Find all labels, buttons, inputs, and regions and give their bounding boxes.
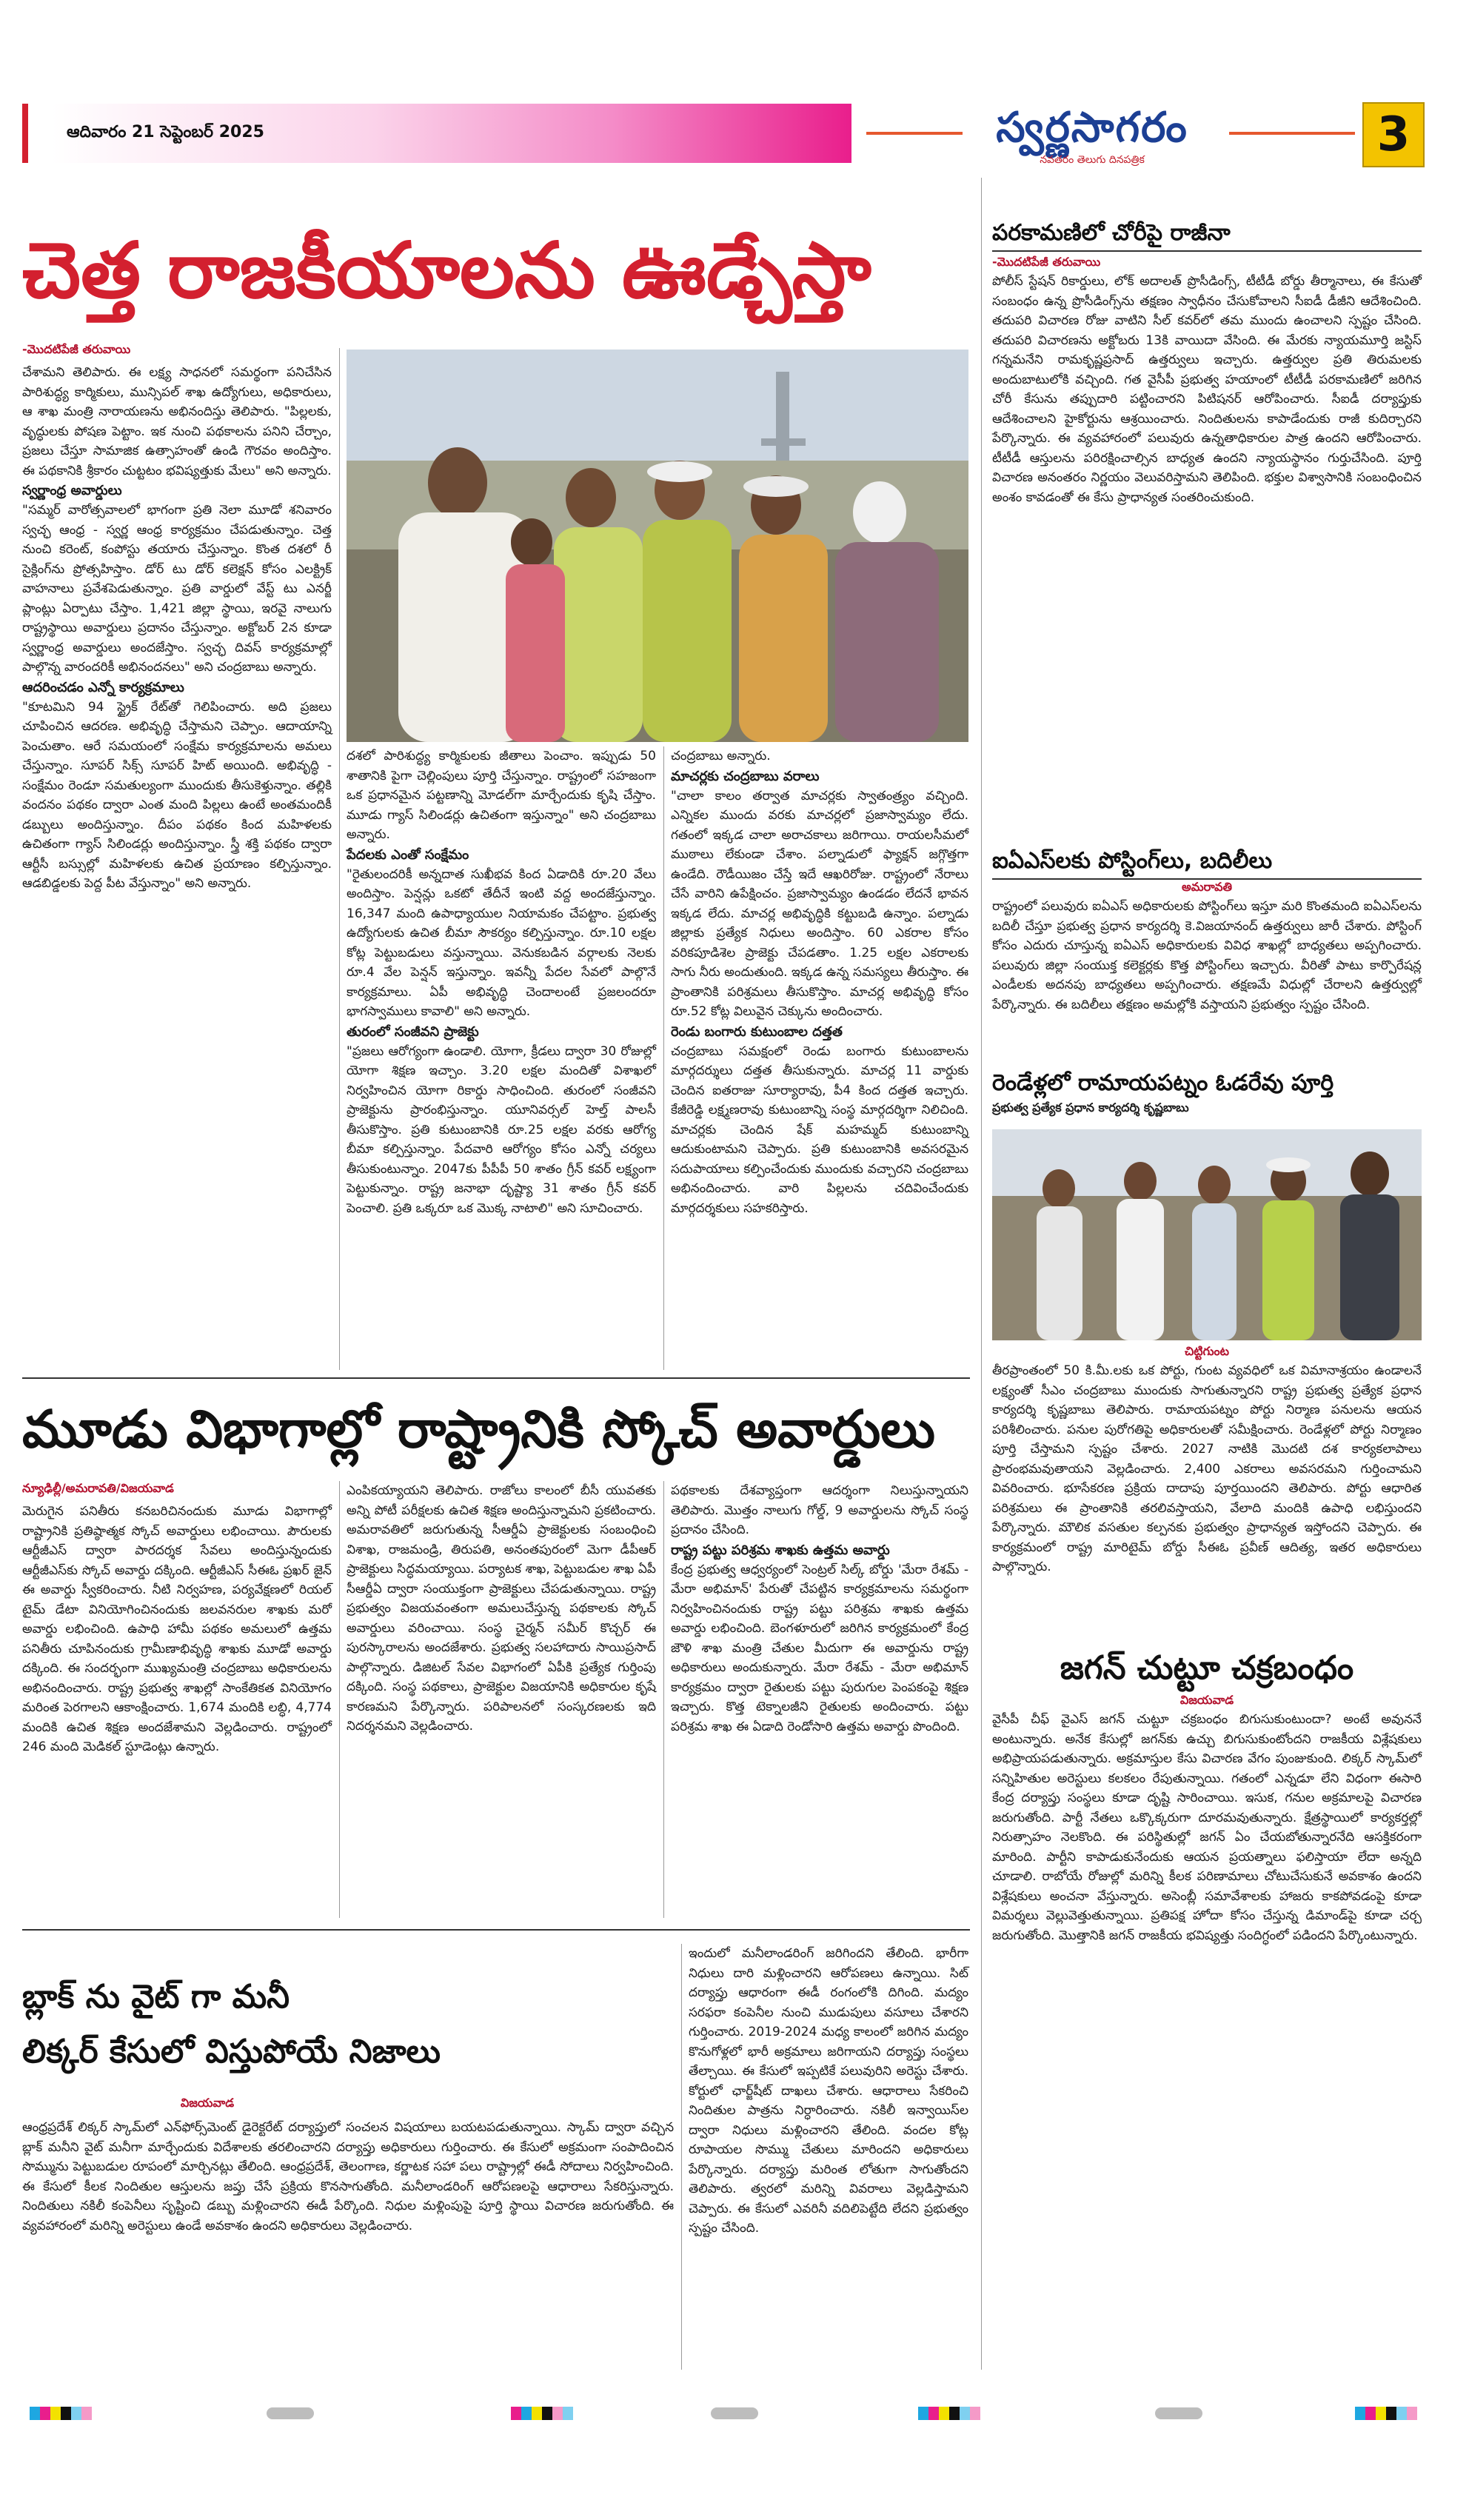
lead-col1-subhead-1: స్వర్ణాంధ్ర అవార్డులు: [22, 483, 122, 498]
registration-pill: [711, 2407, 758, 2419]
paper-tagline: నవతరం తెలుగు దినపత్రిక: [1040, 154, 1145, 166]
right-story-3-dateline: చిట్టిగుంట: [1185, 1344, 1229, 1358]
skoch-col3-paragraph-2: కేంద్ర ప్రభుత్వ ఆధ్వర్యంలో సెంట్రల్ సిల్క్ బోర్డు 'మేరా రేశమ్ - మేరా అభిమాన్' పేరుతో చేపట్టిన కార్యక్రమాలను సమర్థంగా నిర్వహించినందుకు రాష్ట్ర పట్టు పరిశ్రమ శాఖకు ఉత్తమ అవార్డు లభించింది. బెంగళూరులో జరిగిన కార్యక్రమంలో కేంద్ర జౌళి శాఖ మంత్రి చేతుల మీదుగా ఈ అవార్డును రాష్ట్ర అధికారులు అందుకున్నారు. మేరా రేశమ్ - మేరా అభిమాన్ కార్యక్రమం ద్వారా రైతులకు పట్టు పురుగుల పెంపకంపై శిక్షణ ఇచ్చారు. కొత్త టెక్నాలజీని రైతులకు అందించారు. పట్టు పరిశ్రమ శాఖ ఈ ఏడాది రెండోసారి ఉత్తమ అవార్డు పొందింది.: [671, 1562, 973, 1734]
lead-column-3: [671, 746, 973, 1368]
liquor-headline-line-1: బ్లాక్ ను వైట్ గా మనీ: [22, 1978, 290, 2016]
liquor-headline-line-2: లిక్కర్ కేసులో విస్తుపోయే నిజాలు: [22, 2033, 441, 2071]
registration-bar-mid-right: [918, 2407, 980, 2420]
liquor-col2-paragraph: ఇందులో మనీలాండరింగ్ జరిగిందని తేలింది. భారీగా నిధులు దారి మళ్లించారని ఆరోపణలు ఉన్నాయి. సిట్ దర్యాప్తు ఆధారంగా ఈడీ రంగంలోకి దిగింది. మద్యం సరఫరా కంపెనీల నుంచి ముడుపులు వసూలు చేశారని గుర్తించారు. 2019-2024 మధ్య కాలంలో జరిగిన మద్యం కొనుగోళ్లలో భారీ అక్రమాలు జరిగాయని దర్యాప్తు సంస్థలు తేల్చాయి. ఈ కేసులో ఇప్పటికే పలువురిని అరెస్టు చేశారు. కోర్టులో ఛార్జ్‌షీట్ దాఖలు చేశారు. ఆధారాలు సేకరించి నిందితుల పాత్రను నిర్ధారించారు. నకిలీ ఇన్వాయిస్‌ల ద్వారా నిధులు మళ్లించారని తేలింది. వందల కోట్ల రూపాయల సొమ్ము చేతులు మారిందని అధికారులు పేర్కొన్నారు. దర్యాప్తు మరింత లోతుగా సాగుతోందని తెలిపారు. త్వరలో మరిన్ని వివరాలు వెల్లడిస్తామని చెప్పారు. ఈ కేసులో ఎవరినీ వదిలిపెట్టేది లేదని ప్రభుత్వం స్పష్టం చేసింది.: [689, 1946, 973, 2236]
skoch-col1-paragraph: మెరుగైన పనితీరు కనబరిచినందుకు మూడు విభాగాల్లో రాష్ట్రానికి ప్రతిష్ఠాత్మక స్కోచ్ అవార్డులు లభించాయి. పౌరులకు ఆర్టీజీఎస్ ద్వారా పారదర్శక సేవలు అందిస్తున్నందుకు ఆర్టీజీఎస్‌కు స్కోచ్ అవార్డు దక్కింది. ఆర్టీజీఎస్ సీఈఓ ప్రఖర్ జైన్ ఈ అవార్డు స్వీకరించారు. నీటి నిర్వహణ, పర్యవేక్షణలో రియల్ టైమ్ డేటా వినియోగించినందుకు జలవనరుల శాఖకు మరో అవార్డు లభించింది. ఉపాధి హామీ పథకం అమలులో ఉత్తమ పనితీరు చూపినందుకు గ్రామీణాభివృద్ధి శాఖకు మూడో అవార్డు దక్కింది. ఈ సందర్భంగా ముఖ్యమంత్రి చంద్రబాబు అధికారులను అభినందించారు. రాష్ట్ర ప్రభుత్వ శాఖల్లో సాంకేతికత వినియోగం మరింత పెరగాలని ఆకాంక్షించారు. 1,674 మందికి లబ్ధి, 4,774 మందికి ఉచిత శిక్షణ అందజేశామని వెల్లడించారు. రాష్ట్రంలో 246 మంది మెడికల్ స్టూడెంట్లు ఉన్నారు.: [22, 1504, 336, 1754]
liquor-dateline: విజయవాడ: [180, 2096, 235, 2110]
right-story-1-headline: పరకామణిలో చోరీపై రాజీనా: [992, 216, 1422, 252]
skoch-headline: మూడు విభాగాల్లో రాష్ట్రానికి స్కోచ్ అవార్డులు: [22, 1399, 936, 1460]
page-number: 3: [1376, 107, 1411, 162]
skoch-col3-subhead: రాష్ట్ర పట్టు పరిశ్రమ శాఖకు ఉత్తమ అవార్డు: [671, 1542, 890, 1558]
paper-name: స్వర్ణసాగరం: [996, 104, 1188, 152]
registration-bar-left: [30, 2407, 92, 2420]
skoch-column-3: [671, 1481, 973, 1918]
date-text: ఆదివారం 21 సెప్టెంబర్ 2025: [67, 123, 264, 141]
right-story-1: [992, 216, 1426, 864]
skoch-col2-paragraph: ఎంపికయ్యాయని తెలిపారు. రాజోలు కాలంలో బీసీ యువతకు అన్ని పోటీ పరీక్షలకు ఉచిత శిక్షణ అందిస్తున్నామని ప్రకటించారు. అమరావతిలో జరుగుతున్న సీఆర్డీఏ ప్రాజెక్టులకు సంబంధించి విశాఖ, రాజమండ్రి, తిరుపతి, అనంతపురంలో మెగా డీపీఆర్ ప్రాజెక్టులు సిద్ధమయ్యాయి. పర్యాటక శాఖ, పెట్టుబడుల శాఖ ఏపీ సీఆర్డీఏ ద్వారా సంయుక్తంగా ప్రాజెక్టులు చేపడుతున్నాయి. రాష్ట్ర ప్రభుత్వం విజయవంతంగా అమలుచేస్తున్న పథకాలకు స్కోచ్ అవార్డులు వరించాయి. సంస్థ చైర్మన్ సమీర్ కొచ్చర్ ఈ పురస్కారాలను అందజేశారు. ప్రభుత్వ సలహాదారు సాయిప్రసాద్ పాల్గొన్నారు. డిజిటల్ సేవల విభాగంలో ఏపీకి ప్రత్యేక గుర్తింపు దక్కింది. సంస్థ పథకాలు, ప్రాజెక్టుల విజయానికి అధికారుల కృషే కారణమని పేర్కొన్నారు. పరిపాలనలో సంస్కరణలకు ఇది నిదర్శనమని వెల్లడించారు.: [347, 1483, 660, 1734]
liquor-column-1: [22, 2118, 678, 2370]
liquor-headline: [22, 1970, 441, 2079]
lead-col2-subhead-2: తురంలో సంజీవని ప్రాజెక్టు: [347, 1023, 479, 1040]
registration-pill: [267, 2407, 314, 2419]
right-story-3-headline: రెండేళ్లలో రామాయపట్నం ఓడరేవు పూర్తి: [992, 1070, 1334, 1096]
right-story-1-byline: -మొదటిపేజీ తరువాయి: [992, 255, 1101, 269]
lead-col3-subhead-1: మాచర్లకు చంద్రబాబు వరాలు: [671, 768, 820, 784]
right-story-2-dateline: అమరావతి: [1181, 880, 1233, 894]
skoch-col3-paragraph: పథకాలకు దేశవ్యాప్తంగా ఆదర్శంగా నిలుస్తున్నాయని తెలిపారు. మొత్తం నాలుగు గోల్డ్, 9 అవార్డులను స్కోచ్ సంస్థ ప్రదానం చేసింది.: [671, 1483, 973, 1537]
right-story-4-dateline: విజయవాడ: [1179, 1693, 1234, 1707]
right-story-3: [992, 1066, 1422, 1117]
lead-column-2: [347, 746, 660, 1368]
lead-photo: [347, 350, 968, 742]
lead-column-1: [22, 363, 336, 1366]
lead-col3-paragraph-3: చంద్రబాబు సమక్షంలో రెండు బంగారు కుటుంబాలను మార్గదర్శులు దత్తత తీసుకున్నారు. మాచర్ల 11 వార్డుకు చెందిన ఐతరాజు సూర్యారావు, పీ4 కింద దత్తత ఇచ్చారు. కేజీరెడ్డి లక్ష్మణరావు కుటుంబాన్ని సంస్థ మార్గదర్శిగా నిలిచింది. మాచర్లకు చెందిన షేక్ మహమ్మద్ కుటుంబాన్ని ఆదుకుంటామని చెప్పారు. ప్రతి కుటుంబానికి అవసరమైన సదుపాయాలు కల్పించేందుకు ముందుకు వచ్చారని చంద్రబాబు అభినందించారు. వారి పిల్లలను చదివించేందుకు మార్గదర్శకులు సహకరిస్తారు.: [671, 1043, 973, 1216]
skoch-dateline: న్యూఢిల్లీ/అమరావతి/విజయవాడ: [22, 1481, 174, 1495]
registration-pill: [1155, 2407, 1202, 2419]
paper-logo: [966, 104, 1218, 170]
lead-col1-subhead-2: ఆదరించడం ఎన్నో కార్యక్రమాలు: [22, 679, 184, 695]
right-story-4-text: వైసీపీ చీఫ్ వైఎస్ జగన్ చుట్టూ చక్రబంధం బిగుసుకుంటుందా? అంటే అవుననే అంటున్నారు. అనేక కేసుల్లో జగన్‌కు ఉచ్చు బిగుసుకుంటోందని రాజకీయ విశ్లేషకులు అభిప్రాయపడుతున్నారు. అక్రమాస్తుల కేసు విచారణ వేగం పుంజుకుంది. లిక్కర్ స్కామ్‌లో సన్నిహితుల అరెస్టులు కలకలం రేపుతున్నాయి. గతంలో ఎన్నడూ లేని విధంగా ఈసారి కేంద్ర దర్యాప్తు సంస్థలు కూడా దృష్టి సారించాయి. ఇసుక, గనుల అక్రమాలపై విచారణ జరుగుతోంది. పార్టీ నేతలు ఒక్కొక్కరుగా దూరమవుతున్నారు. క్షేత్రస్థాయిలో కార్యకర్తల్లో నిరుత్సాహం నెలకొంది. ఈ పరిస్థితుల్లో జగన్ ఏం చేయబోతున్నారనేది ఆసక్తికరంగా మారింది. పార్టీని కాపాడుకునేందుకు ఆయన ప్రయత్నాలు ఫలిస్తాయా లేదా అన్నది చూడాలి. రాబోయే రోజుల్లో మరిన్ని కీలక పరిణామాలు చోటుచేసుకునే అవకాశం ఉందని విశ్లేషకులు అంచనా వేస్తున్నారు. అసెంబ్లీ సమావేశాలకు హాజరు కాకపోవడంపై కూడా విమర్శలు వెల్లువెత్తుతున్నాయి. ప్రతిపక్ష హోదా కోసం చేస్తున్న డిమాండ్‌పై కూడా చర్చ జరుగుతోంది. మొత్తానికి జగన్ రాజకీయ భవిష్యత్తు సందిగ్ధంలో పడిందని పేర్కొంటున్నారు.: [992, 1712, 1426, 1943]
date-banner: [22, 104, 851, 163]
right-story-1-text: పోలీస్ స్టేషన్ రికార్డులు, లోక్ అదాలత్ ప్రొసీడింగ్స్, టీటీడీ బోర్డు తీర్మానాలు, ఈ కేసుతో సంబంధం ఉన్న ప్రొసీడింగ్స్‌ను తక్షణం స్వాధీనం చేసుకోవాలని సీఐడీ డీజీని ఆదేశించింది. తదుపరి విచారణ రోజు వాటిని సీల్ కవర్‌లో తమ ముందు ఉంచాలని స్పష్టం చేసింది. తదుపరి విచారణను అక్టోబరు 13కి వాయిదా వేసింది. ఈ మేరకు న్యాయమూర్తి జస్టిస్ గన్నమనేని రామకృష్ణప్రసాద్ ఉత్తర్వులు ఇచ్చారు. ఉత్తర్వుల ప్రతి తిరుమలకు అందుబాటులోకి వచ్చింది. గత వైసీపీ ప్రభుత్వ హయాంలో టీటీడీ పరకామణిలో జరిగిన చోరీ కేసును తప్పుదారి పట్టించారని పిటిషనర్ ఆరోపించారు. సీఐడీ దర్యాప్తుకు ఆదేశించాలని హైకోర్టును ఆశ్రయించారు. నిందితులను కాపాడేందుకు రాజీ కుదిర్చారని పేర్కొన్నారు. ఈ వ్యవహారంలో పలువురు ఉన్నతాధికారుల పాత్ర ఉందని ఆరోపించారు. టీటీడీ ఆస్తులను పరిరక్షించాల్సిన బాధ్యత ఉందని న్యాయస్థానం గుర్తుచేసింది. పూర్తి విచారణ అనంతరం నిర్ణయం వెలువరిస్తామని తెలిపింది. భక్తుల విశ్వాసానికి సంబంధించిన అంశం కావడంతో ఈ కేసు ప్రాధాన్యత సంతరించుకుంది.: [992, 274, 1426, 505]
lead-col2-paragraph-2: "రైతులందరికీ అన్నదాత సుఖీభవ కింద ఏడాదికి రూ.20 వేలు అందిస్తాం. పెన్షన్లు ఒకటో తేదీనే ఇంటి వద్ద అందజేస్తున్నాం. 16,347 మంది ఉపాధ్యాయుల నియామకం చేపట్టాం. ప్రభుత్వ ఉద్యోగులకు ఉచిత బీమా సౌకర్యం కల్పిస్తున్నాం. రూ.10 లక్షల కోట్ల పెట్టుబడులు వస్తున్నాయి. వెనుకబడిన వర్గాలకు నెలకు రూ.4 వేల పెన్షన్ ఇస్తున్నాం. ఇవన్నీ పేదల సేవలో పాల్గొనే కార్యక్రమాలు. ఏపీ అభివృద్ధి చెందాలంటే ప్రజలందరూ భాగస్వాములు కావాలి" అని అన్నారు.: [347, 866, 660, 1019]
lead-col2-paragraph: దశలో పారిశుద్ధ్య కార్మికులకు జీతాలు పెంచాం. ఇప్పుడు 50 శాతానికి పైగా చెల్లింపులు పూర్తి చేస్తున్నాం. రాష్ట్రంలో సహజంగా ఒక ప్రధానమైన పట్టణాన్ని మోడల్‌గా మార్చేందుకు కృషి చేస్తాం. మూడు గ్యాస్ సిలిండర్లు ఉచితంగా ఇస్తున్నాం" అని చంద్రబాబు అన్నారు.: [347, 749, 660, 842]
skoch-column-1: [22, 1502, 336, 1916]
right-story-3-photo: [992, 1129, 1422, 1340]
lead-col1-paragraph-3: "కూటమిని 94 స్ట్రైక్ రేట్‌తో గెలిపించారు. అది ప్రజలు చూపించిన ఆదరణ. అభివృద్ధి చేస్తామని చెప్పాం. ఆదాయాన్ని పెంచుతాం. ఆరే సమయంలో సంక్షేమ కార్యక్రమాలను అమలు చేస్తున్నాం. సూపర్ సిక్స్ సూపర్ హిట్ అయింది. అభివృద్ధి - సంక్షేమం రెండూ సమతుల్యంగా ముందుకు తీసుకెళ్తున్నాం. తల్లికి వందనం పథకం ద్వారా ఎంత మంది పిల్లలు ఉంటే అంతమందికీ డబ్బులు అందిస్తున్నాం. దీపం పథకం కింద మహిళలకు ఉచితంగా గ్యాస్ సిలిండర్లు అందిస్తున్నాం. స్త్రీ శక్తి పథకం ద్వారా ఆర్టీసీ బస్సుల్లో మహిళలకు ఉచిత ప్రయాణం కల్పిస్తున్నాం. ఆడబిడ్డలకు పెద్ద పీట వేస్తున్నాం" అని అన్నారు.: [22, 699, 336, 891]
lead-col3-paragraph: చంద్రబాబు అన్నారు.: [671, 749, 771, 763]
masthead: [0, 0, 1469, 170]
lead-col3-paragraph-2: "చాలా కాలం తర్వాత మాచర్లకు స్వాతంత్ర్యం వచ్చింది. ఎన్నికల ముందు వరకు మాచర్లలో ప్రజాస్వామ్యం లేదు. గతంలో ఇక్కడ చాలా అరాచకాలు జరిగాయి. రాయలసీమలో ముఠాలు లేకుండా చేశాం. పల్నాడులో ఫ్యాక్షన్ జగ్గొత్తగా ఉండేది. రౌడీయిజం చేస్తే ఇదే ఆఖరిరోజు. రాష్ట్రంలో నేరాలు చేసే వారిని ఉపేక్షించం. ప్రజాస్వామ్యం ఉండడం లేదనే భావన ఇక్కడ లేదు. మాచర్ల అభివృద్ధికి కట్టుబడి ఉన్నాం. పల్నాడు జిల్లాకు ప్రత్యేక నిధులు అందిస్తాం. 60 ఎకరాల కోసం వరికపూడిశెల ప్రాజెక్టు చేపడతాం. 1.25 లక్షల ఎకరాలకు సాగు నీరు అందుతుంది. ఇక్కడ ఉన్న సమస్యలు తీరుస్తాం. ఈ ప్రాంతానికి పరిశ్రమలు తీసుకొస్తాం. మాచర్ల అభివృద్ధి కోసం రూ.52 కోట్ల విలువైన చెక్కును అందించారు.: [671, 788, 973, 1019]
page-number-badge: [1362, 102, 1425, 167]
right-story-2: [992, 844, 1426, 1082]
right-story-3-body: [992, 1344, 1426, 1635]
lead-headline: చెత్త రాజకీయాలను ఊడ్చేస్తా: [22, 225, 871, 315]
lead-col1-paragraph: చేశామని తెలిపారు. ఈ లక్ష్య సాధనలో సమర్థంగా పనిచేసిన పారిశుద్ధ్య కార్మికులు, మున్సిపల్ శాఖ ఉద్యోగులు, అధికారులు, ఆ శాఖ మంత్రి నారాయణను అభినందిస్తు తెలిపారు. "పిల్లలకు, వృద్ధులకు పోషణ పెట్టాం. ఇక నుంచి పథకాలను పనిని చేర్చాం, ప్రజలు చేస్తూ సామాజిక ఉత్సాహంతో ఉండి గౌరవం అందిస్తాం. ఈ పథకానికి శ్రీకారం చుట్టటం భవిష్యత్తుకు మేలు" అని అన్నారు.: [22, 365, 336, 478]
liquor-column-2: [689, 1944, 973, 2370]
right-story-2-text: రాష్ట్రంలో పలువురు ఐఏఎస్ అధికారులకు పోస్టింగ్‌లు ఇస్తూ మరి కొంతమంది ఐఏఎస్‌లను బదిలీ చేస్తూ ప్రభుత్వ ప్రధాన కార్యదర్శి కె.విజయానంద్ ఉత్తర్వులు జారీ చేశారు. పోస్టింగ్ కోసం ఎదురు చూస్తున్న ఐఏఎస్ అధికారులకు వివిధ శాఖల్లో బాధ్యతలు అప్పగించారు. పలువురు జిల్లా సంయుక్త కలెక్టర్లకు కొత్త పోస్టింగ్‌లు ఇచ్చారు. వీరితో పాటు కార్పొరేషన్ల ఎండీలకు అదనపు బాధ్యతలు అప్పగించారు. తక్షణమే విధుల్లో చేరాలని ఉత్తర్వుల్లో పేర్కొన్నారు. ఈ బదిలీలు తక్షణం అమల్లోకి వస్తాయని ప్రభుత్వం స్పష్టం చేసింది.: [992, 899, 1426, 1012]
registration-bar-mid-left: [511, 2407, 573, 2420]
right-story-4: [992, 1644, 1426, 2347]
right-story-2-headline: ఐఏఎస్‌లకు పోస్టింగ్‌లు, బదిలీలు: [992, 844, 1422, 880]
skoch-column-2: [347, 1481, 660, 1918]
liquor-col1-paragraph: ఆంధ్రప్రదేశ్ లిక్కర్ స్కామ్‌లో ఎన్‌ఫోర్స్‌మెంట్ డైరెక్టరేట్ దర్యాప్తులో సంచలన విషయాలు బయటపడుతున్నాయి. స్కామ్ ద్వారా వచ్చిన బ్లాక్ మనీని వైట్ మనీగా మార్చేందుకు విదేశాలకు తరలించారని దర్యాప్తు అధికారులు గుర్తించారు. ఈ కేసులో అక్రమంగా సంపాదించిన సొమ్మును పెట్టుబడుల రూపంలో మార్చినట్లు తేలింది. ఆంధ్రప్రదేశ్, తెలంగాణ, కర్ణాటక సహా పలు రాష్ట్రాల్లో ఈడీ సోదాలు నిర్వహించింది. ఈ కేసులో కీలక నిందితుల ఆస్తులను జప్తు చేసే ప్రక్రియ కొనసాగుతోంది. మనీలాండరింగ్ ఆరోపణలపై ఆధారాలు సేకరిస్తున్నారు. నిందితులు నకిలీ కంపెనీలు సృష్టించి డబ్బు మళ్లించారని ఈడీ పేర్కొంది. నిధుల మళ్లింపుపై పూర్తి స్థాయి విచారణ జరుగుతోంది. ఈ వ్యవహారంలో మరిన్ని అరెస్టులు ఉండే అవకాశం ఉందని అధికారులు వెల్లడించారు.: [22, 2120, 678, 2233]
right-story-3-subtitle: ప్రభుత్వ ప్రత్యేక ప్రధాన కార్యదర్శి కృష్ణబాబు: [992, 1100, 1189, 1114]
lead-photo-illustration: [347, 350, 968, 742]
lead-col3-subhead-2: రెండు బంగారు కుటుంబాల దత్తత: [671, 1023, 843, 1040]
right-story-3-photo-illustration: [992, 1129, 1422, 1340]
right-story-3-text: తీరప్రాంతంలో 50 కి.మీ.లకు ఒక పోర్టు, గుంట వ్యవధిలో ఒక విమానాశ్రయం ఉండాలనే లక్ష్యంతో సీఎం చంద్రబాబు ముందుకు సాగుతున్నారని రాష్ట్ర ప్రభుత్వ ప్రత్యేక ప్రధాన కార్యదర్శి కృష్ణబాబు తెలిపారు. రామాయపట్నం పోర్టు నిర్మాణ పనులను ఆయన పరిశీలించారు. పనుల పురోగతిపై అధికారులతో సమీక్షించారు. రెండేళ్లలో పోర్టు నిర్మాణం పూర్తి చేస్తామని స్పష్టం చేశారు. 2027 నాటికి మొదటి దశ కార్యకలాపాలు ప్రారంభమవుతాయని వెల్లడించారు. 2,400 ఎకరాలు అవసరమని గుర్తించామని వివరించారు. భూసేకరణ ప్రక్రియ దాదాపు పూర్తయిందని తెలిపారు. పోర్టు ఆధారిత పరిశ్రమలు ఈ ప్రాంతానికి తరలివస్తాయని, వేలాది మందికి ఉపాధి లభిస్తుందని పేర్కొన్నారు. మౌలిక వసతుల కల్పనకు ప్రభుత్వం ప్రాధాన్యత ఇస్తోందని చెప్పారు. ఈ కార్యక్రమంలో రాష్ట్ర మారిటైమ్ బోర్డు సీఈఓ ప్రవీణ్ ఆదిత్య, ఇతర అధికారులు పాల్గొన్నారు.: [992, 1363, 1426, 1574]
registration-bar-right: [1355, 2407, 1417, 2420]
lead-col2-subhead-1: పేదలకు ఎంతో సంక్షేమం: [347, 846, 469, 863]
lead-byline: -మొదటిపేజీ తరువాయి: [22, 342, 131, 356]
right-story-4-headline: జగన్ చుట్టూ చక్రబంధం: [1060, 1649, 1354, 1687]
lead-col2-paragraph-3: "ప్రజలు ఆరోగ్యంగా ఉండాలి. యోగా, క్రీడలు ద్వారా 30 రోజుల్లో యోగా శిక్షణ ఇచ్చాం. 3.20 లక్షల మందితో విశాఖలో నిర్వహించిన యోగా రికార్డు సాధించింది. తురంలో సంజీవని ప్రాజెక్టును ప్రారంభిస్తున్నాం. యూనివర్సల్ హెల్త్ పాలసీ తీసుకొస్తాం. ప్రతి కుటుంబానికి రూ.25 లక్షల వరకు ఆరోగ్య బీమా కల్పిస్తున్నాం. పేదవారి ఆరోగ్యం కోసం ఎన్నో చర్యలు తీసుకుంటున్నాం. 2047కు పీపీపీ 50 శాతం గ్రీన్ కవర్ లక్ష్యంగా పెట్టుకున్నాం. రాష్ట్ర జనాభా దృష్ట్యా 31 శాతం గ్రీన్ కవర్ పెంచాలి. ప్రతి ఒక్కరూ ఒక మొక్క నాటాలి" అని సూచించారు.: [347, 1043, 660, 1216]
lead-col1-paragraph-2: "సమ్మర్ వారోత్సవాలలో భాగంగా ప్రతి నెలా మూడో శనివారం స్వచ్ఛ ఆంధ్ర - స్వర్ణ ఆంధ్ర కార్యక్రమం చేపడుతున్నాం. చెత్త నుంచి కరెంట్, కంపోస్టు తయారు చేస్తున్నాం. కొంత దశలో రీ సైక్లింగ్‌ను ప్రోత్సహిస్తాం. డోర్ టు డోర్ కలెక్షన్ కోసం ఎలక్ట్రిక్ వాహనాలు ప్రవేశపెడుతున్నాం. ప్రతి వార్డులో వేస్ట్ టు ఎనర్జీ ప్లాంట్లు ఏర్పాటు చేస్తాం. 1,421 జిల్లా స్థాయి, ఇరవై నాలుగు రాష్ట్రస్థాయి అవార్డులు ప్రదానం చేస్తున్నాం. అక్టోబర్ 2న కూడా స్వర్ణాంధ్ర అవార్డులు అందజేస్తాం. స్వచ్ఛ దివస్ కార్యక్రమాల్లో పాల్గొన్న వారందరికీ అభినందనలు" అని చంద్రబాబు అన్నారు.: [22, 503, 336, 675]
